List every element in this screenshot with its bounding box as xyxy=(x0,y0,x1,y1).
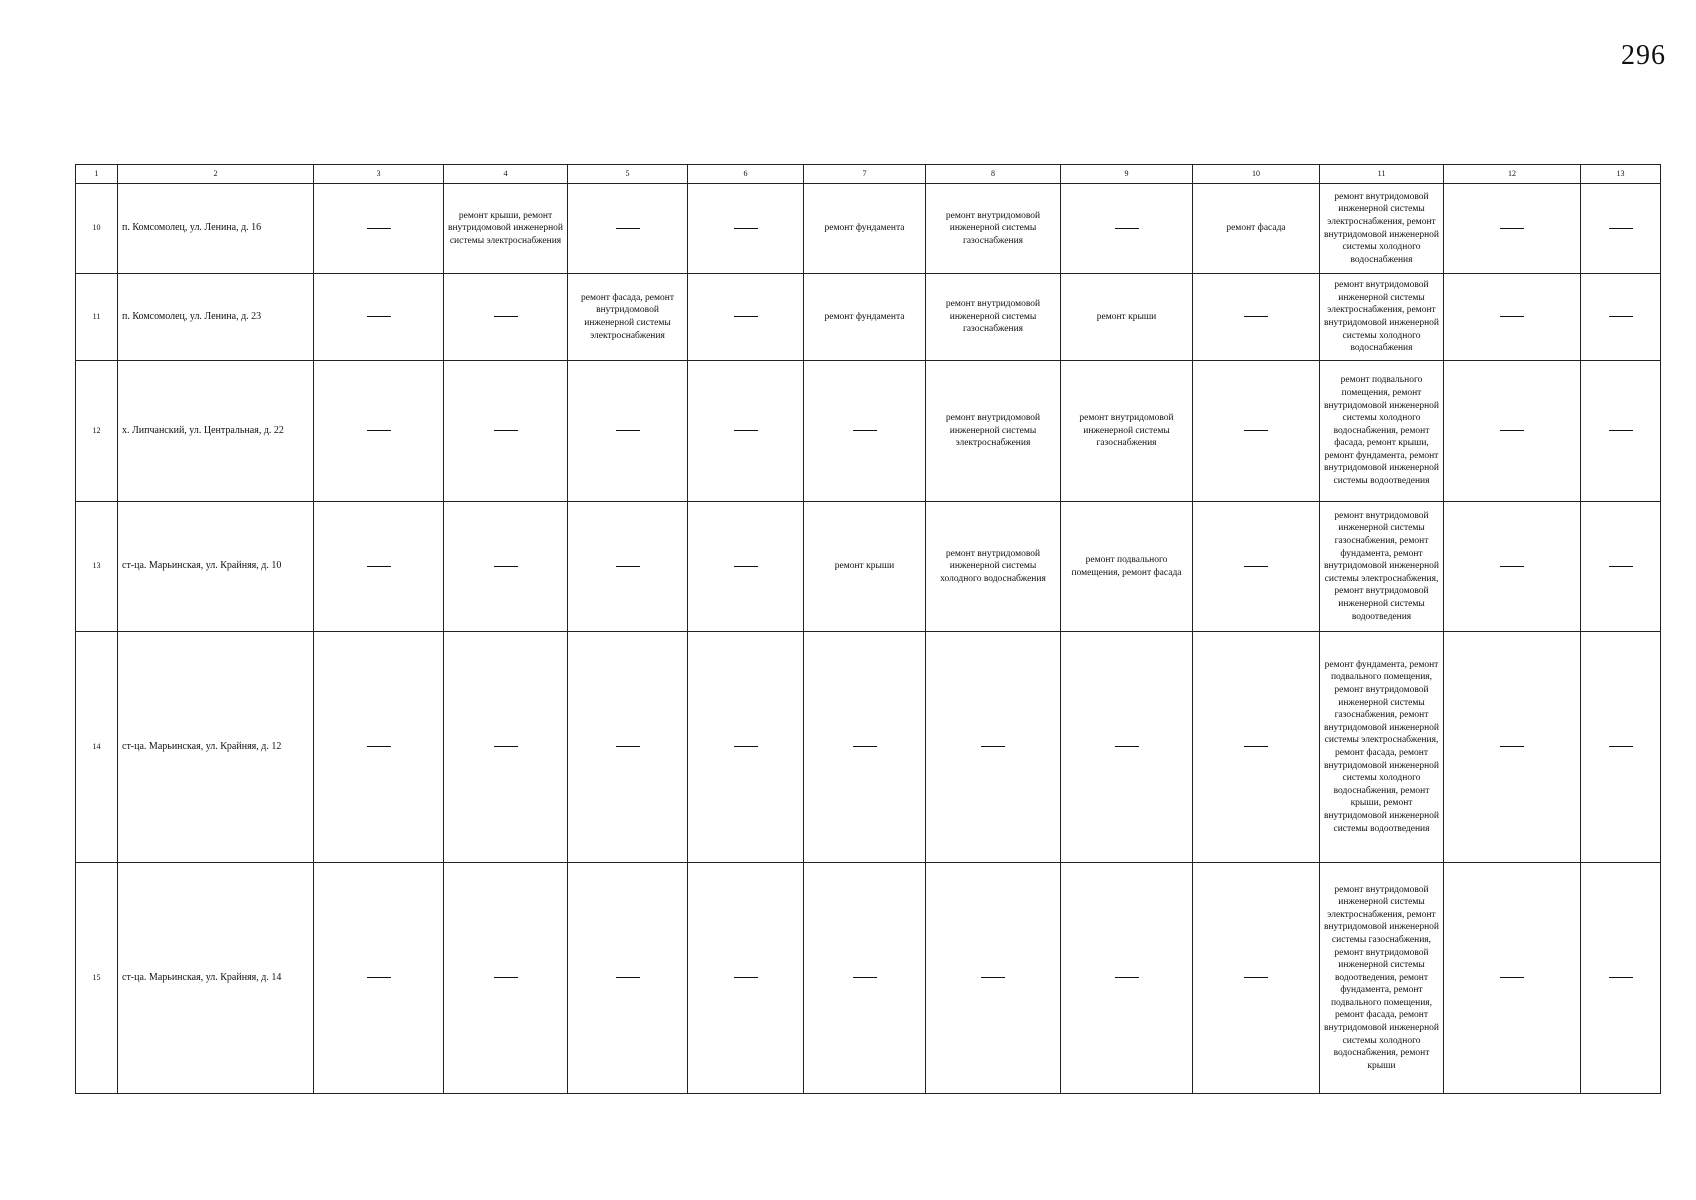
row-number: 12 xyxy=(76,361,118,502)
empty-cell xyxy=(314,184,444,274)
column-number: 11 xyxy=(1320,165,1444,184)
work-type-cell: ремонт внутридомовой инженерной системы электроснабжения xyxy=(926,361,1061,502)
empty-cell xyxy=(1444,502,1581,632)
empty-cell xyxy=(568,632,688,863)
dash-mark xyxy=(367,977,391,978)
empty-cell xyxy=(444,632,568,863)
dash-mark xyxy=(853,977,877,978)
dash-mark xyxy=(494,316,518,317)
column-number: 9 xyxy=(1061,165,1193,184)
empty-cell xyxy=(1444,184,1581,274)
column-number: 13 xyxy=(1581,165,1661,184)
table-row xyxy=(76,863,1661,1094)
work-type-cell: ремонт фасада xyxy=(1193,184,1320,274)
repair-schedule-table xyxy=(75,164,1661,1094)
dash-mark xyxy=(367,316,391,317)
work-type-cell: ремонт внутридомовой инженерной системы электроснабжения, ремонт внутридомовой инженерной системы холодного водоснабжения xyxy=(1320,184,1444,274)
dash-mark xyxy=(1244,430,1268,431)
empty-cell xyxy=(1444,863,1581,1094)
work-type-cell: ремонт внутридомовой инженерной системы газоснабжения xyxy=(926,274,1061,361)
table-row xyxy=(76,502,1661,632)
empty-cell xyxy=(688,184,804,274)
dash-mark xyxy=(616,566,640,567)
dash-mark xyxy=(734,566,758,567)
empty-cell xyxy=(314,361,444,502)
dash-mark xyxy=(616,430,640,431)
empty-cell xyxy=(1193,274,1320,361)
empty-cell xyxy=(1193,502,1320,632)
dash-mark xyxy=(1609,746,1633,747)
dash-mark xyxy=(734,430,758,431)
work-type-cell: ремонт крыши, ремонт внутридомовой инженерной системы электроснабжения xyxy=(444,184,568,274)
column-number: 1 xyxy=(76,165,118,184)
dash-mark xyxy=(1500,566,1524,567)
empty-cell xyxy=(1444,361,1581,502)
address-cell: ст-ца. Марьинская, ул. Крайняя, д. 14 xyxy=(118,863,314,1094)
empty-cell xyxy=(1193,361,1320,502)
empty-cell xyxy=(444,502,568,632)
column-number: 7 xyxy=(804,165,926,184)
empty-cell xyxy=(314,632,444,863)
work-type-cell: ремонт фундамента, ремонт подвального помещения, ремонт внутридомовой инженерной системы газоснабжения, ремонт внутридомовой инженерной системы электроснабжения, ремонт фасада, ремонт внутридомовой инженерной системы холодного водоснабжения, ремонт крыши, ремонт внутридомовой инженерной системы водоотведения xyxy=(1320,632,1444,863)
dash-mark xyxy=(1500,228,1524,229)
column-number: 5 xyxy=(568,165,688,184)
empty-cell xyxy=(804,863,926,1094)
dash-mark xyxy=(1609,228,1633,229)
address-cell: ст-ца. Марьинская, ул. Крайняя, д. 12 xyxy=(118,632,314,863)
empty-cell xyxy=(568,184,688,274)
dash-mark xyxy=(1609,566,1633,567)
table-row xyxy=(76,274,1661,361)
empty-cell xyxy=(1061,184,1193,274)
dash-mark xyxy=(616,746,640,747)
dash-mark xyxy=(367,566,391,567)
row-number: 14 xyxy=(76,632,118,863)
dash-mark xyxy=(981,746,1005,747)
work-type-cell: ремонт внутридомовой инженерной системы газоснабжения xyxy=(1061,361,1193,502)
empty-cell xyxy=(804,361,926,502)
dash-mark xyxy=(367,430,391,431)
dash-mark xyxy=(494,977,518,978)
work-type-cell: ремонт подвального помещения, ремонт фасада xyxy=(1061,502,1193,632)
dash-mark xyxy=(1500,746,1524,747)
dash-mark xyxy=(1244,746,1268,747)
empty-cell xyxy=(1193,632,1320,863)
empty-cell xyxy=(926,863,1061,1094)
row-number: 13 xyxy=(76,502,118,632)
work-type-cell: ремонт внутридомовой инженерной системы холодного водоснабжения xyxy=(926,502,1061,632)
address-cell: х. Липчанский, ул. Центральная, д. 22 xyxy=(118,361,314,502)
dash-mark xyxy=(494,566,518,567)
empty-cell xyxy=(568,502,688,632)
dash-mark xyxy=(1500,316,1524,317)
dash-mark xyxy=(1609,977,1633,978)
dash-mark xyxy=(616,977,640,978)
row-number: 15 xyxy=(76,863,118,1094)
page-number: 296 xyxy=(1621,40,1666,71)
table-body xyxy=(76,165,1661,1094)
empty-cell xyxy=(688,502,804,632)
address-cell: п. Комсомолец, ул. Ленина, д. 16 xyxy=(118,184,314,274)
dash-mark xyxy=(981,977,1005,978)
dash-mark xyxy=(853,746,877,747)
empty-cell xyxy=(1061,632,1193,863)
column-number-row xyxy=(76,165,1661,184)
dash-mark xyxy=(734,746,758,747)
empty-cell xyxy=(1444,274,1581,361)
address-cell: п. Комсомолец, ул. Ленина, д. 23 xyxy=(118,274,314,361)
dash-mark xyxy=(1244,977,1268,978)
work-type-cell: ремонт внутридомовой инженерной системы электроснабжения, ремонт внутридомовой инженерной системы холодного водоснабжения xyxy=(1320,274,1444,361)
column-number: 2 xyxy=(118,165,314,184)
work-type-cell: ремонт крыши xyxy=(804,502,926,632)
dash-mark xyxy=(494,430,518,431)
dash-mark xyxy=(1609,316,1633,317)
empty-cell xyxy=(688,361,804,502)
work-type-cell: ремонт фасада, ремонт внутридомовой инженерной системы электроснабжения xyxy=(568,274,688,361)
dash-mark xyxy=(1244,316,1268,317)
column-number: 8 xyxy=(926,165,1061,184)
column-number: 10 xyxy=(1193,165,1320,184)
dash-mark xyxy=(734,977,758,978)
dash-mark xyxy=(367,228,391,229)
table-row xyxy=(76,632,1661,863)
row-number: 11 xyxy=(76,274,118,361)
empty-cell xyxy=(926,632,1061,863)
table-row xyxy=(76,361,1661,502)
empty-cell xyxy=(314,863,444,1094)
dash-mark xyxy=(1609,430,1633,431)
empty-cell xyxy=(1581,274,1661,361)
dash-mark xyxy=(1115,977,1139,978)
dash-mark xyxy=(1500,430,1524,431)
column-number: 3 xyxy=(314,165,444,184)
empty-cell xyxy=(444,863,568,1094)
work-type-cell: ремонт внутридомовой инженерной системы газоснабжения, ремонт фундамента, ремонт внутридомовой инженерной системы электроснабжения, ремонт внутридомовой инженерной системы водоотведения xyxy=(1320,502,1444,632)
column-number: 4 xyxy=(444,165,568,184)
empty-cell xyxy=(804,632,926,863)
dash-mark xyxy=(1500,977,1524,978)
empty-cell xyxy=(1581,361,1661,502)
empty-cell xyxy=(1444,632,1581,863)
empty-cell xyxy=(568,863,688,1094)
empty-cell xyxy=(1581,863,1661,1094)
empty-cell xyxy=(1581,632,1661,863)
work-type-cell: ремонт внутридомовой инженерной системы газоснабжения xyxy=(926,184,1061,274)
address-cell: ст-ца. Марьинская, ул. Крайняя, д. 10 xyxy=(118,502,314,632)
empty-cell xyxy=(1193,863,1320,1094)
empty-cell xyxy=(1061,863,1193,1094)
empty-cell xyxy=(444,274,568,361)
table-row xyxy=(76,184,1661,274)
empty-cell xyxy=(1581,184,1661,274)
empty-cell xyxy=(314,274,444,361)
column-number: 6 xyxy=(688,165,804,184)
empty-cell xyxy=(444,361,568,502)
dash-mark xyxy=(616,228,640,229)
column-number: 12 xyxy=(1444,165,1581,184)
empty-cell xyxy=(1581,502,1661,632)
empty-cell xyxy=(688,863,804,1094)
empty-cell xyxy=(688,274,804,361)
empty-cell xyxy=(568,361,688,502)
empty-cell xyxy=(314,502,444,632)
work-type-cell: ремонт внутридомовой инженерной системы электроснабжения, ремонт внутридомовой инженерной системы газоснабжения, ремонт внутридомовой инженерной системы водоотведения, ремонт фундамента, ремонт подвального помещения, ремонт фасада, ремонт внутридомовой инженерной системы холодного водоснабжения, ремонт крыши xyxy=(1320,863,1444,1094)
work-type-cell: ремонт подвального помещения, ремонт внутридомовой инженерной системы холодного водоснабжения, ремонт фасада, ремонт крыши, ремонт фундамента, ремонт внутридомовой инженерной системы водоотведения xyxy=(1320,361,1444,502)
dash-mark xyxy=(734,316,758,317)
empty-cell xyxy=(688,632,804,863)
dash-mark xyxy=(1244,566,1268,567)
dash-mark xyxy=(1115,746,1139,747)
dash-mark xyxy=(367,746,391,747)
dash-mark xyxy=(734,228,758,229)
dash-mark xyxy=(494,746,518,747)
dash-mark xyxy=(1115,228,1139,229)
work-type-cell: ремонт фундамента xyxy=(804,184,926,274)
work-type-cell: ремонт крыши xyxy=(1061,274,1193,361)
row-number: 10 xyxy=(76,184,118,274)
dash-mark xyxy=(853,430,877,431)
work-type-cell: ремонт фундамента xyxy=(804,274,926,361)
